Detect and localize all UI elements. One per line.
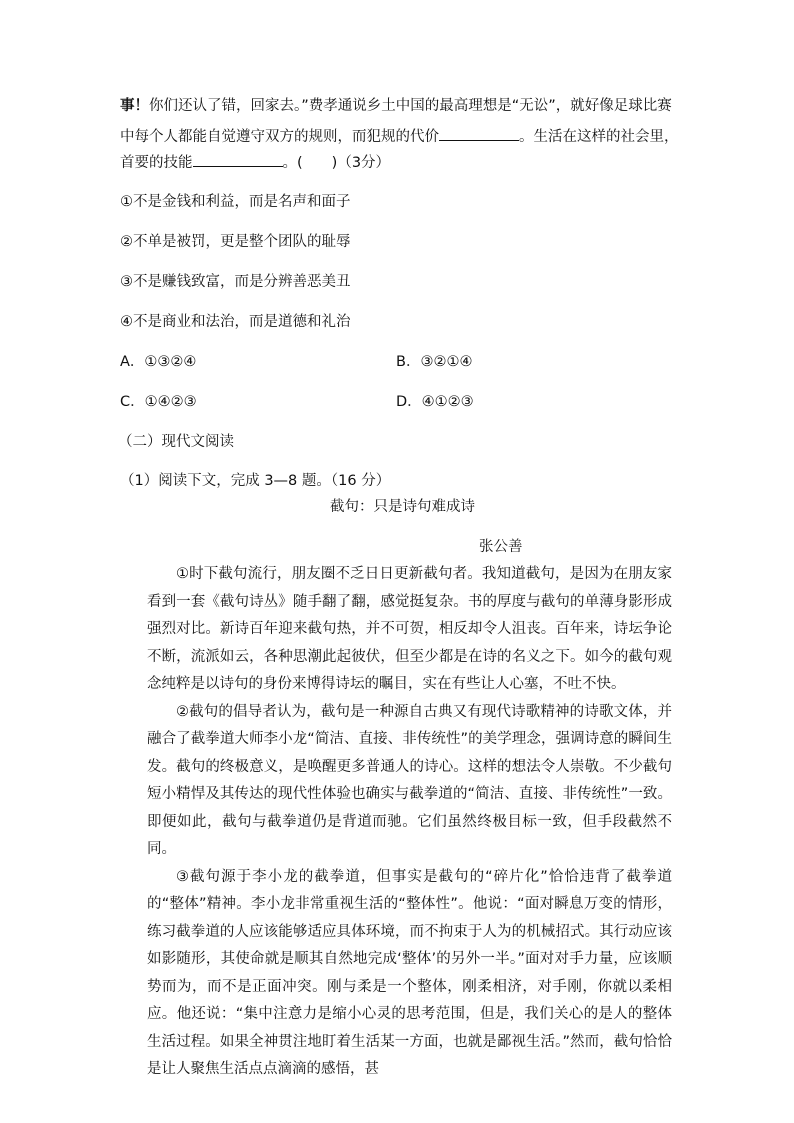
question-line-3-pre: 首要的技能 (120, 155, 193, 171)
question-line-1-text: 你们还认了错，回家去。”费孝通说乡土中国的最高理想是“无讼”，就好像足球比赛 (149, 98, 672, 114)
option-3: ③不是赚钱致富，而是分辨善恶美丑 (120, 274, 351, 290)
option-4: ④不是商业和法治，而是道德和礼治 (120, 314, 351, 330)
article-paragraph: ①时下截句流行，朋友圈不乏日日更新截句者。我知道截句，是因为在朋友家看到一套《截句诗丛》随手翻了翻，感觉挺复杂。书的厚度与截句的单薄身影形成强烈对比。新诗百年迎来截句热，并不可贺，相反却令人沮丧。百年来，诗坛争论不断，流派如云，各种思潮此起彼伏，但至少都是在诗的名义之下。如今的截句观念纯粹是以诗句的身份来博得诗坛的瞩目，实在有些让人心塞，不吐不快。 (147, 566, 672, 692)
question-line-1-bold: 事！ (120, 98, 149, 114)
question-line-2 (120, 126, 679, 147)
article-author: 张公善 (479, 539, 523, 555)
choice-b: B．③②①④ (396, 354, 473, 370)
choice-d: D．④①②③ (396, 394, 474, 410)
article-paragraph: ③截句源于李小龙的截拳道，但事实是截句的“碎片化”恰恰违背了截拳道的“整体”精神。李小龙非常重视生活的“整体性”。他说：“面对瞬息万变的情形，练习截拳道的人应该能够适应具体环境，而不拘束于人为的机械招式。其行动应该如影随形，其使命就是顺其自然地完成‘整体’的另外一半。”面对对手力量，应该顺势而为，而不是正面冲突。刚与柔是一个整体，刚柔相济，对手刚，你就以柔相应。他还说：“集中注意力是缩小心灵的思考范围，但是，我们关心的是人的整体生活过程。如果全神贯注地盯着生活某一方面，也就是鄙视生活。”然而，截句恰恰是让人聚焦生活点点滴滴的感悟，甚 (147, 868, 672, 1077)
section-instruction: （1）阅读下文，完成 3—8 题。（16 分） (120, 473, 391, 489)
article-body (147, 561, 672, 1084)
question-line-3-post: 。( )（3分） (282, 155, 391, 171)
choice-c: C．①④②③ (120, 394, 197, 410)
option-1: ①不是金钱和利益，而是名声和面子 (120, 194, 351, 210)
question-line-2-pre: 中每个人都能自觉遵守双方的规则，而犯规的代价 (120, 129, 439, 145)
section-heading: （二）现代文阅读 (118, 434, 234, 450)
question-line-1 (120, 96, 672, 116)
article-paragraph: ②截句的倡导者认为，截句是一种源自古典又有现代诗歌精神的诗歌文体，并融合了截拳道大师李小龙“简洁、直接、非传统性”的美学理念，强调诗意的瞬间生发。截句的终极意义，是唤醒更多普通人的诗心。这样的想法令人崇敬。不少截句短小精悍及其传达的现代性体验也确实与截拳道的“简洁、直接、非传统性”一致。即便如此，截句与截拳道仍是背道而驰。它们虽然终极目标一致，但手段截然不同。 (147, 703, 672, 857)
article-title: 截句：只是诗句难成诗 (330, 499, 475, 515)
question-line-3 (120, 152, 390, 173)
question-line-2-post: 。生活在这样的社会里， (519, 129, 679, 145)
answer-blank-1 (439, 126, 519, 141)
choice-a: A．①③②④ (120, 354, 197, 370)
option-2: ②不单是被罚，更是整个团队的耻辱 (120, 234, 351, 250)
answer-blank-2 (193, 152, 283, 167)
